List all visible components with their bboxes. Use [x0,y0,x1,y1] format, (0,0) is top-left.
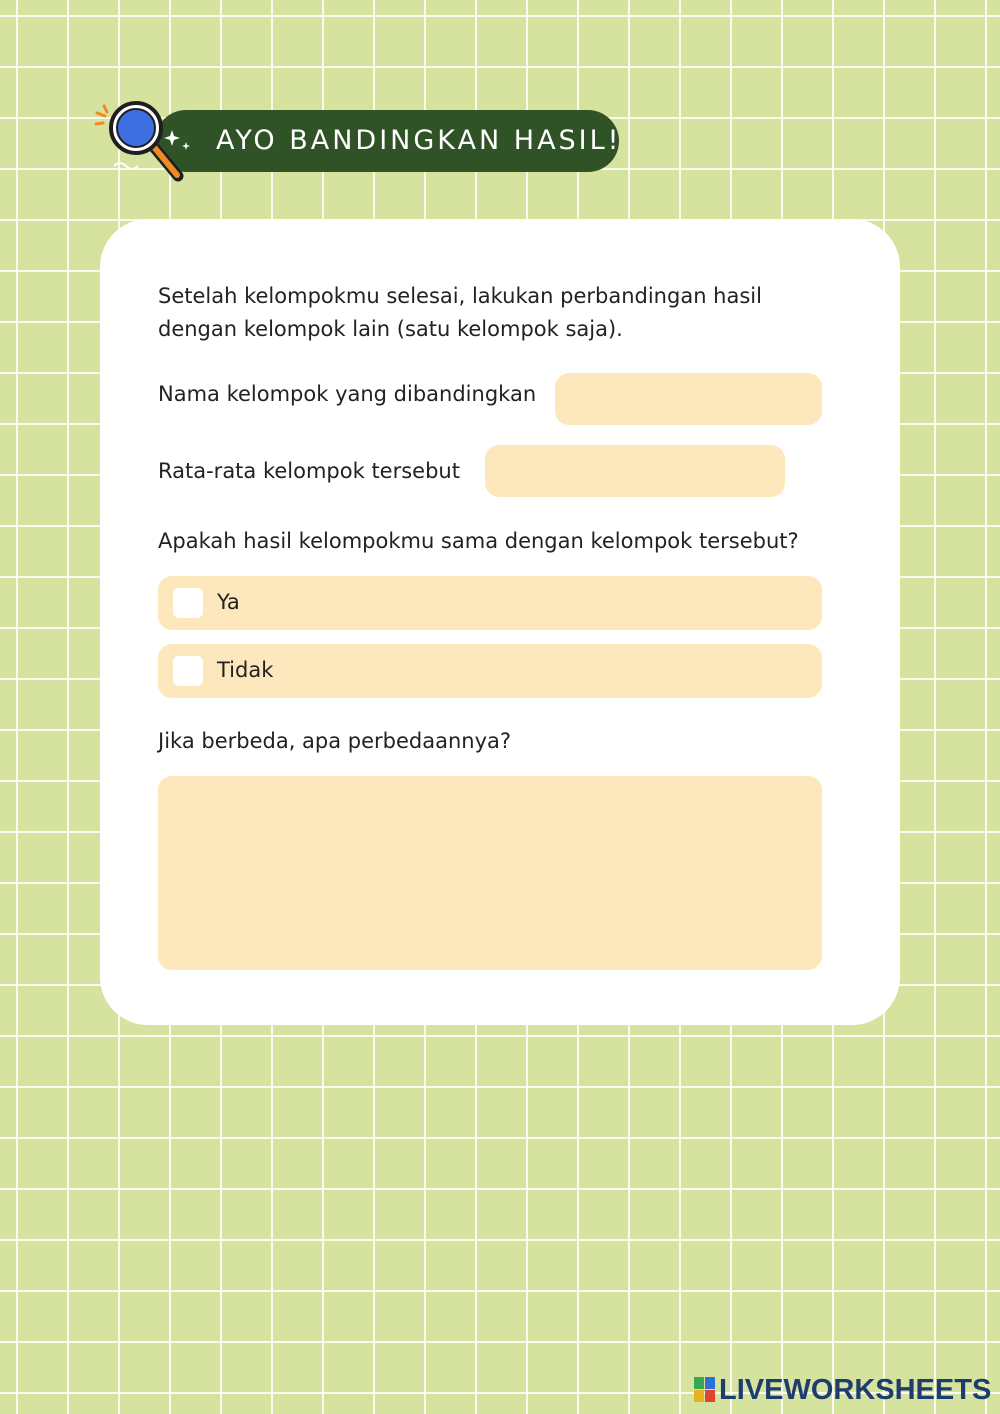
difference-label: Jika berbeda, apa perbedaannya? [158,729,512,753]
average-input[interactable] [485,445,785,497]
group-name-input[interactable] [555,373,822,425]
option-ya-label: Ya [217,590,240,614]
comparison-question: Apakah hasil kelompokmu sama dengan kelompok tersebut? [158,529,799,553]
page-title: AYO BANDINGKAN HASIL! [216,125,622,156]
difference-textarea[interactable] [158,776,822,970]
checkbox-ya[interactable] [173,588,203,618]
brand-name: LIVEWORKSHEETS [719,1373,992,1406]
intro-text-line1: Setelah kelompokmu selesai, lakukan perbandingan hasil [158,284,762,308]
brand-watermark [694,1374,991,1406]
intro-text-line2: dengan kelompok lain (satu kelompok saja). [158,317,623,341]
group-name-label: Nama kelompok yang dibandingkan [158,382,537,406]
liveworksheets-logo-icon [694,1377,716,1403]
option-tidak-label: Tidak [217,658,274,682]
magnifier-icon [88,96,198,188]
checkbox-tidak[interactable] [173,656,203,686]
option-ya[interactable] [158,576,822,630]
average-label: Rata-rata kelompok tersebut [158,459,460,483]
option-tidak[interactable] [158,644,822,698]
